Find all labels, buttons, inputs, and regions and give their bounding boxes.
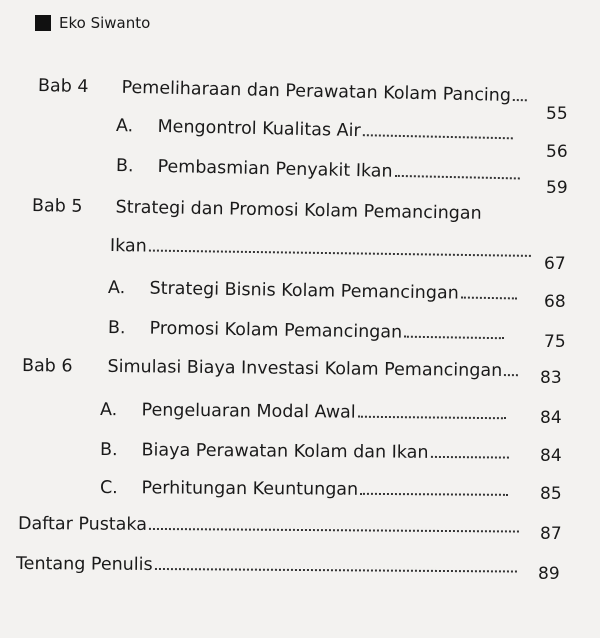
page-number: 68 [544, 292, 566, 312]
chapter-number: Bab 5 [31, 196, 83, 217]
toc-entry-bab-4-a [116, 116, 513, 144]
page-number: 85 [540, 484, 562, 504]
leader-dots [394, 175, 519, 180]
section-title: Perhitungan Keuntungan [141, 478, 359, 500]
section-letter: B. [99, 440, 118, 461]
toc-entry-bab-4 [38, 76, 527, 106]
chapter-title: Pemeliharaan dan Perawatan Kolam Pancing [121, 77, 512, 106]
author-name: Eko Siwanto [59, 14, 151, 32]
toc-entry-bab-4-b [116, 156, 520, 184]
toc-entry-bab-5-b [108, 318, 504, 344]
toc-entry-bab-6-b [100, 440, 509, 464]
chapter-number: Bab 6 [21, 356, 73, 377]
chapter-number: Bab 4 [37, 76, 89, 98]
section-letter: C. [99, 478, 118, 499]
leader-dots [149, 528, 519, 533]
entry-title: Daftar Pustaka [17, 514, 148, 535]
section-letter: A. [99, 400, 118, 421]
toc-entry-tentang-penulis [16, 554, 517, 577]
leader-dots [358, 416, 506, 420]
leader-dots [404, 336, 504, 340]
toc-entry-daftar-pustaka [18, 514, 519, 537]
section-letter: A. [115, 116, 134, 137]
section-title: Strategi Bisnis Kolam Pemancingan [149, 278, 459, 304]
page-number: 55 [546, 104, 568, 124]
toc-entry-bab-5-cont [110, 236, 531, 262]
section-letter: B. [115, 156, 134, 177]
running-header [35, 14, 150, 32]
section-title: Biaya Perawatan Kolam dan Ikan [141, 440, 429, 463]
leader-dots [155, 568, 517, 573]
chapter-title-continued: Ikan [109, 236, 147, 257]
toc-entry-bab-6 [22, 356, 518, 381]
leader-dots [430, 456, 508, 459]
page-number: 84 [540, 446, 562, 466]
page-number: 87 [540, 524, 562, 544]
section-title: Mengontrol Kualitas Air [157, 116, 361, 142]
section-title: Pengeluaran Modal Awal [141, 400, 356, 423]
toc-entry-bab-6-c [100, 478, 508, 501]
page-number: 83 [540, 368, 562, 388]
section-letter: A. [107, 278, 126, 299]
page-number: 75 [544, 332, 566, 352]
leader-dots [513, 99, 527, 101]
page-number: 56 [546, 142, 568, 162]
chapter-title: Simulasi Biaya Investasi Kolam Pemancingan [107, 356, 503, 382]
page-number: 67 [544, 254, 566, 274]
toc-entry-bab-5-a [108, 278, 517, 304]
toc-entry-bab-6-a [100, 400, 506, 424]
section-title: Pembasmian Penyakit Ikan [157, 156, 393, 182]
chapter-title: Strategi dan Promosi Kolam Pemancingan [115, 197, 482, 224]
section-title: Promosi Kolam Pemancingan [149, 318, 403, 343]
page-number: 89 [538, 564, 560, 584]
section-letter: B. [107, 318, 126, 339]
leader-dots [461, 297, 517, 300]
leader-dots [360, 493, 508, 496]
page-number: 84 [540, 408, 562, 428]
entry-title: Tentang Penulis [15, 554, 153, 575]
page-number: 59 [546, 178, 568, 198]
toc-entry-bab-5 [32, 196, 482, 224]
leader-dots [504, 374, 518, 376]
header-square-icon [35, 15, 51, 31]
leader-dots [363, 134, 513, 139]
leader-dots [149, 250, 531, 257]
